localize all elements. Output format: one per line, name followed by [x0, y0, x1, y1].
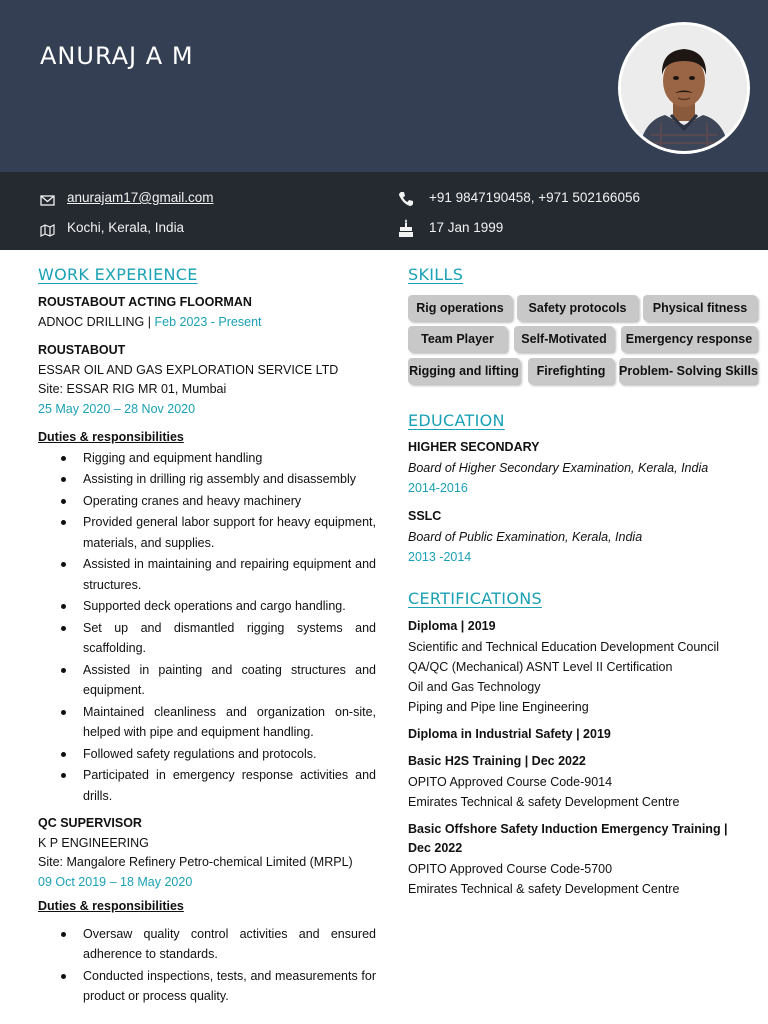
education-years: 2014-2016 [408, 480, 468, 495]
job-company: K P ENGINEERING [38, 835, 149, 850]
cert-line: Oil and Gas Technology [408, 679, 541, 694]
profile-portrait-illustration [621, 25, 747, 151]
skill-chip: Physical fitness [643, 295, 757, 321]
duties-list [38, 448, 376, 807]
right-column [408, 250, 758, 899]
duties-heading: Duties & responsibilities [38, 899, 184, 913]
job-company-line [38, 313, 376, 333]
list-item: Maintained cleanliness and organization on-site, helped with pipe and equipment handling. [38, 702, 376, 743]
duties-list [38, 924, 376, 1007]
job-company: ESSAR OIL AND GAS EXPLORATION SERVICE LTD [38, 362, 339, 377]
skills-title: SKILLS [408, 265, 464, 284]
list-item: Set up and dismantled rigging systems and scaffolding. [38, 618, 376, 659]
skill-chip: Team Player [408, 326, 507, 352]
phone-icon [398, 189, 416, 207]
profile-photo [618, 22, 750, 154]
cert-heading: Basic Offshore Safety Induction Emergency Training | [408, 821, 728, 836]
list-item: Assisted in maintaining and repairing equipment and structures. [38, 554, 376, 595]
education-board: Board of Public Examination, Kerala, India [408, 529, 643, 544]
list-item: Operating cranes and heavy machinery [38, 491, 376, 512]
education-level: HIGHER SECONDARY [408, 440, 540, 454]
skill-chip: Rig operations [408, 295, 512, 321]
cert-line: OPITO Approved Course Code-5700 [408, 861, 613, 876]
list-item: Conducted inspections, tests, and measurements for product or process quality. [38, 966, 376, 1007]
list-item: Followed safety regulations and protocols. [38, 744, 376, 765]
education-board: Board of Higher Secondary Examination, Kerala, India [408, 460, 709, 475]
skill-chip: Self-Motivated [514, 326, 614, 352]
location-text: Kochi, Kerala, India [67, 220, 185, 235]
job-dates: Feb 2023 - Present [154, 314, 262, 329]
job-dates: 25 May 2020 – 28 Nov 2020 [38, 401, 196, 416]
cert-heading: Dec 2022 [408, 841, 463, 855]
skills-chips [408, 295, 758, 391]
cert-line: Emirates Technical & safety Development Centre [408, 794, 680, 809]
list-item: Rigging and equipment handling [38, 448, 376, 469]
skill-chip: Problem- Solving Skills [619, 358, 757, 384]
list-item: Participated in emergency response activities and drills. [38, 765, 376, 806]
email-link[interactable]: anurajam17@gmail.com [67, 190, 214, 205]
education-years: 2013 -2014 [408, 549, 472, 564]
list-item: Assisting in drilling rig assembly and disassembly [38, 469, 376, 490]
job-title: QC SUPERVISOR [38, 816, 142, 830]
job-title: ROUSTABOUT [38, 343, 126, 357]
map-icon [40, 219, 58, 237]
resume-header [0, 0, 768, 172]
separator: | [144, 314, 155, 329]
contact-bar [0, 172, 768, 250]
skill-chip: Rigging and lifting [408, 358, 520, 384]
cert-line: Piping and Pipe line Engineering [408, 699, 589, 714]
dob-text: 17 Jan 1999 [429, 220, 504, 235]
cert-line: OPITO Approved Course Code-9014 [408, 774, 613, 789]
phone-text: +91 9847190458, +971 502166056 [429, 190, 640, 205]
work-experience-title: WORK EXPERIENCE [38, 265, 198, 284]
skill-chip: Emergency response [621, 326, 757, 352]
skill-chip: Firefighting [528, 358, 614, 384]
certifications-title: CERTIFICATIONS [408, 589, 542, 608]
job-site: Site: Mangalore Refinery Petro-chemical Limited (MRPL) [38, 855, 353, 869]
cert-line: Scientific and Technical Education Development Council [408, 639, 720, 654]
job-site: Site: ESSAR RIG MR 01, Mumbai [38, 382, 227, 396]
job-title: ROUSTABOUT ACTING FLOORMAN [38, 295, 252, 309]
list-item: Oversaw quality control activities and ensured adherence to standards. [38, 924, 376, 965]
education-title: EDUCATION [408, 411, 505, 430]
cert-line: Emirates Technical & safety Development Centre [408, 881, 680, 896]
skill-chip: Safety protocols [517, 295, 638, 321]
cert-heading: Diploma | 2019 [408, 619, 496, 633]
list-item: Provided general labor support for heavy equipment, materials, and supplies. [38, 512, 376, 553]
cert-heading: Basic H2S Training | Dec 2022 [408, 754, 586, 768]
list-item: Supported deck operations and cargo handling. [38, 596, 376, 617]
cert-heading: Diploma in Industrial Safety | 2019 [408, 726, 611, 741]
job-company: ADNOC DRILLING [38, 314, 145, 329]
list-item: Assisted in painting and coating structures and equipment. [38, 660, 376, 701]
candidate-name: ANURAJ A M [40, 42, 194, 70]
birthday-cake-icon [398, 219, 416, 237]
duties-heading: Duties & responsibilities [38, 430, 184, 444]
job-dates: 09 Oct 2019 – 18 May 2020 [38, 874, 193, 889]
education-level: SSLC [408, 509, 442, 523]
left-column [38, 250, 376, 1008]
envelope-icon [40, 189, 58, 207]
cert-line: QA/QC (Mechanical) ASNT Level II Certification [408, 659, 673, 674]
